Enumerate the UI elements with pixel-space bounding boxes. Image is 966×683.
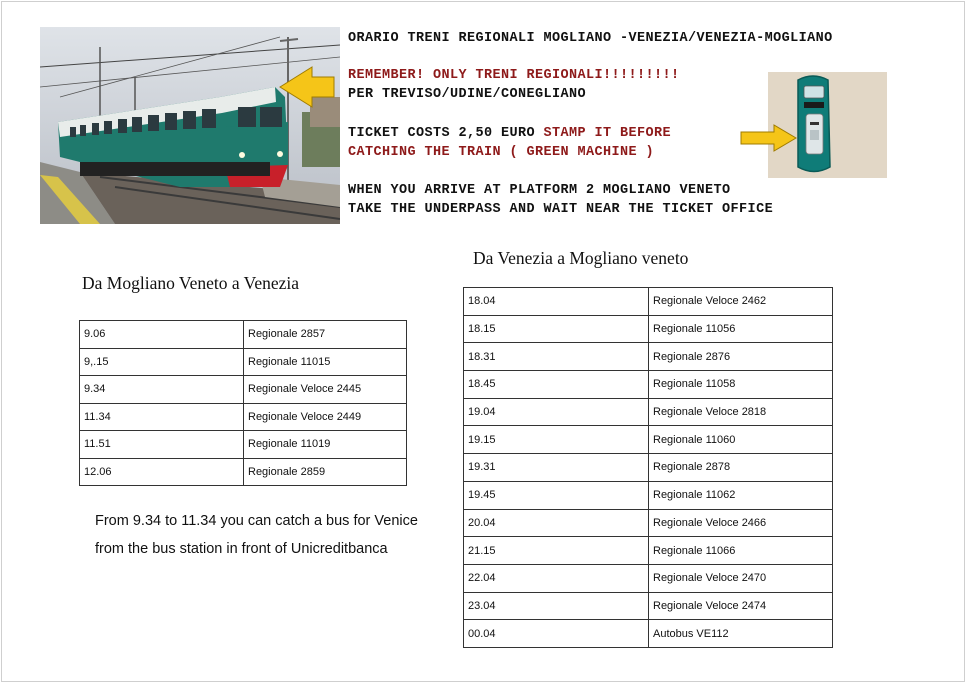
header-green-machine: CATCHING THE TRAIN ( GREEN MACHINE ) bbox=[348, 145, 655, 160]
table-row bbox=[80, 458, 407, 486]
train-number: 2859 bbox=[300, 465, 326, 478]
departure-time: 11.51 bbox=[80, 431, 244, 459]
departure-time: 18.15 bbox=[464, 315, 649, 343]
train-service bbox=[649, 620, 833, 648]
train-number: 11060 bbox=[705, 433, 736, 446]
train-service bbox=[649, 426, 833, 454]
service-type: Regionale Veloce bbox=[653, 516, 742, 529]
service-type: Regionale Veloce bbox=[653, 406, 742, 419]
train-service bbox=[244, 348, 407, 376]
train-number: 11019 bbox=[300, 438, 331, 451]
train-service bbox=[649, 509, 833, 537]
table-row bbox=[464, 481, 833, 509]
train-service bbox=[649, 481, 833, 509]
table-row bbox=[464, 592, 833, 620]
train-service bbox=[649, 343, 833, 371]
train-service bbox=[649, 592, 833, 620]
table-row bbox=[80, 431, 407, 459]
train-service bbox=[244, 403, 407, 431]
departure-time: 21.15 bbox=[464, 537, 649, 565]
departure-time: 9,.15 bbox=[80, 348, 244, 376]
departure-time: 19.04 bbox=[464, 398, 649, 426]
service-type: Regionale bbox=[653, 433, 706, 446]
service-type: Regionale bbox=[653, 323, 706, 336]
departure-time: 18.45 bbox=[464, 371, 649, 399]
train-number: 2470 bbox=[741, 572, 767, 585]
train-number: 2449 bbox=[336, 410, 362, 423]
train-number: 2466 bbox=[741, 516, 767, 529]
table-row bbox=[80, 321, 407, 349]
train-service bbox=[649, 537, 833, 565]
table-row bbox=[464, 371, 833, 399]
train-service bbox=[649, 288, 833, 316]
train-number: 11015 bbox=[300, 355, 331, 368]
header-ticket-cost: TICKET COSTS 2,50 EURO bbox=[348, 126, 544, 141]
departure-time: 9.06 bbox=[80, 321, 244, 349]
header-title: ORARIO TRENI REGIONALI MOGLIANO -VENEZIA/VENEZIA-MOGLIANO bbox=[348, 31, 833, 46]
train-number: 2818 bbox=[741, 406, 767, 419]
table-row bbox=[464, 343, 833, 371]
left-timetable bbox=[79, 320, 407, 486]
arrow-right-icon bbox=[740, 124, 798, 152]
departure-time: 18.31 bbox=[464, 343, 649, 371]
service-type: Regionale Veloce bbox=[653, 572, 742, 585]
table-row bbox=[464, 454, 833, 482]
train-service bbox=[244, 431, 407, 459]
train-service bbox=[649, 315, 833, 343]
train-service bbox=[649, 564, 833, 592]
train-service bbox=[649, 398, 833, 426]
service-type: Autobus bbox=[653, 627, 697, 640]
table-row bbox=[464, 564, 833, 592]
train-service bbox=[244, 376, 407, 404]
train-number: 2876 bbox=[705, 350, 731, 363]
service-type: Regionale bbox=[248, 328, 301, 341]
table-row bbox=[464, 315, 833, 343]
service-type: Regionale Veloce bbox=[653, 599, 742, 612]
train-photo bbox=[40, 27, 340, 224]
train-service bbox=[649, 371, 833, 399]
table-row bbox=[80, 348, 407, 376]
departure-time: 11.34 bbox=[80, 403, 244, 431]
service-type: Regionale Veloce bbox=[248, 383, 337, 396]
header-destinations: PER TREVISO/UDINE/CONEGLIANO bbox=[348, 87, 587, 102]
table-row bbox=[464, 620, 833, 648]
departure-time: 19.45 bbox=[464, 481, 649, 509]
service-type: Regionale Veloce bbox=[653, 295, 742, 308]
service-type: Regionale bbox=[653, 350, 706, 363]
departure-time: 9.34 bbox=[80, 376, 244, 404]
service-type: Regionale bbox=[248, 438, 301, 451]
service-type: Regionale bbox=[248, 465, 301, 478]
train-number: 11062 bbox=[705, 489, 736, 502]
service-type: Regionale bbox=[653, 461, 706, 474]
train-service bbox=[649, 454, 833, 482]
left-section-title: Da Mogliano Veneto a Venezia bbox=[82, 273, 300, 293]
table-row bbox=[80, 403, 407, 431]
departure-time: 23.04 bbox=[464, 592, 649, 620]
service-type: Regionale bbox=[653, 544, 706, 557]
header-arrival: WHEN YOU ARRIVE AT PLATFORM 2 MOGLIANO VENETO bbox=[348, 183, 731, 198]
departure-time: 19.31 bbox=[464, 454, 649, 482]
train-service bbox=[244, 458, 407, 486]
table-row bbox=[464, 509, 833, 537]
bus-note: From 9.34 to 11.34 you can catch a bus for Venice from the bus station in front of Unicreditbanca bbox=[95, 513, 418, 557]
departure-time: 00.04 bbox=[464, 620, 649, 648]
right-timetable bbox=[463, 287, 833, 648]
train-number: 11056 bbox=[705, 323, 736, 336]
departure-time: 19.15 bbox=[464, 426, 649, 454]
table-row bbox=[464, 288, 833, 316]
service-type: Regionale Veloce bbox=[248, 410, 337, 423]
header-underpass: TAKE THE UNDERPASS AND WAIT NEAR THE TICKET OFFICE bbox=[348, 202, 774, 217]
train-number: 2878 bbox=[705, 461, 731, 474]
service-type: Regionale bbox=[653, 489, 706, 502]
train-number: 2474 bbox=[741, 599, 767, 612]
train-service bbox=[244, 321, 407, 349]
right-section-title: Da Venezia a Mogliano veneto bbox=[473, 248, 689, 268]
departure-time: 18.04 bbox=[464, 288, 649, 316]
train-number: 2857 bbox=[300, 328, 326, 341]
service-type: Regionale bbox=[653, 378, 706, 391]
table-row bbox=[464, 398, 833, 426]
header-remember: REMEMBER! ONLY TRENI REGIONALI!!!!!!!!! bbox=[348, 68, 680, 83]
train-number: VE112 bbox=[696, 627, 729, 640]
table-row bbox=[464, 537, 833, 565]
departure-time: 20.04 bbox=[464, 509, 649, 537]
header-ticket-line bbox=[348, 124, 671, 143]
table-row bbox=[464, 426, 833, 454]
train-number: 2445 bbox=[336, 383, 362, 396]
table-row bbox=[80, 376, 407, 404]
departure-time: 12.06 bbox=[80, 458, 244, 486]
train-number: 11058 bbox=[705, 378, 736, 391]
header-stamp: STAMP IT BEFORE bbox=[543, 126, 672, 141]
train-number: 11066 bbox=[705, 544, 736, 557]
train-number: 2462 bbox=[741, 295, 767, 308]
service-type: Regionale bbox=[248, 355, 301, 368]
departure-time: 22.04 bbox=[464, 564, 649, 592]
